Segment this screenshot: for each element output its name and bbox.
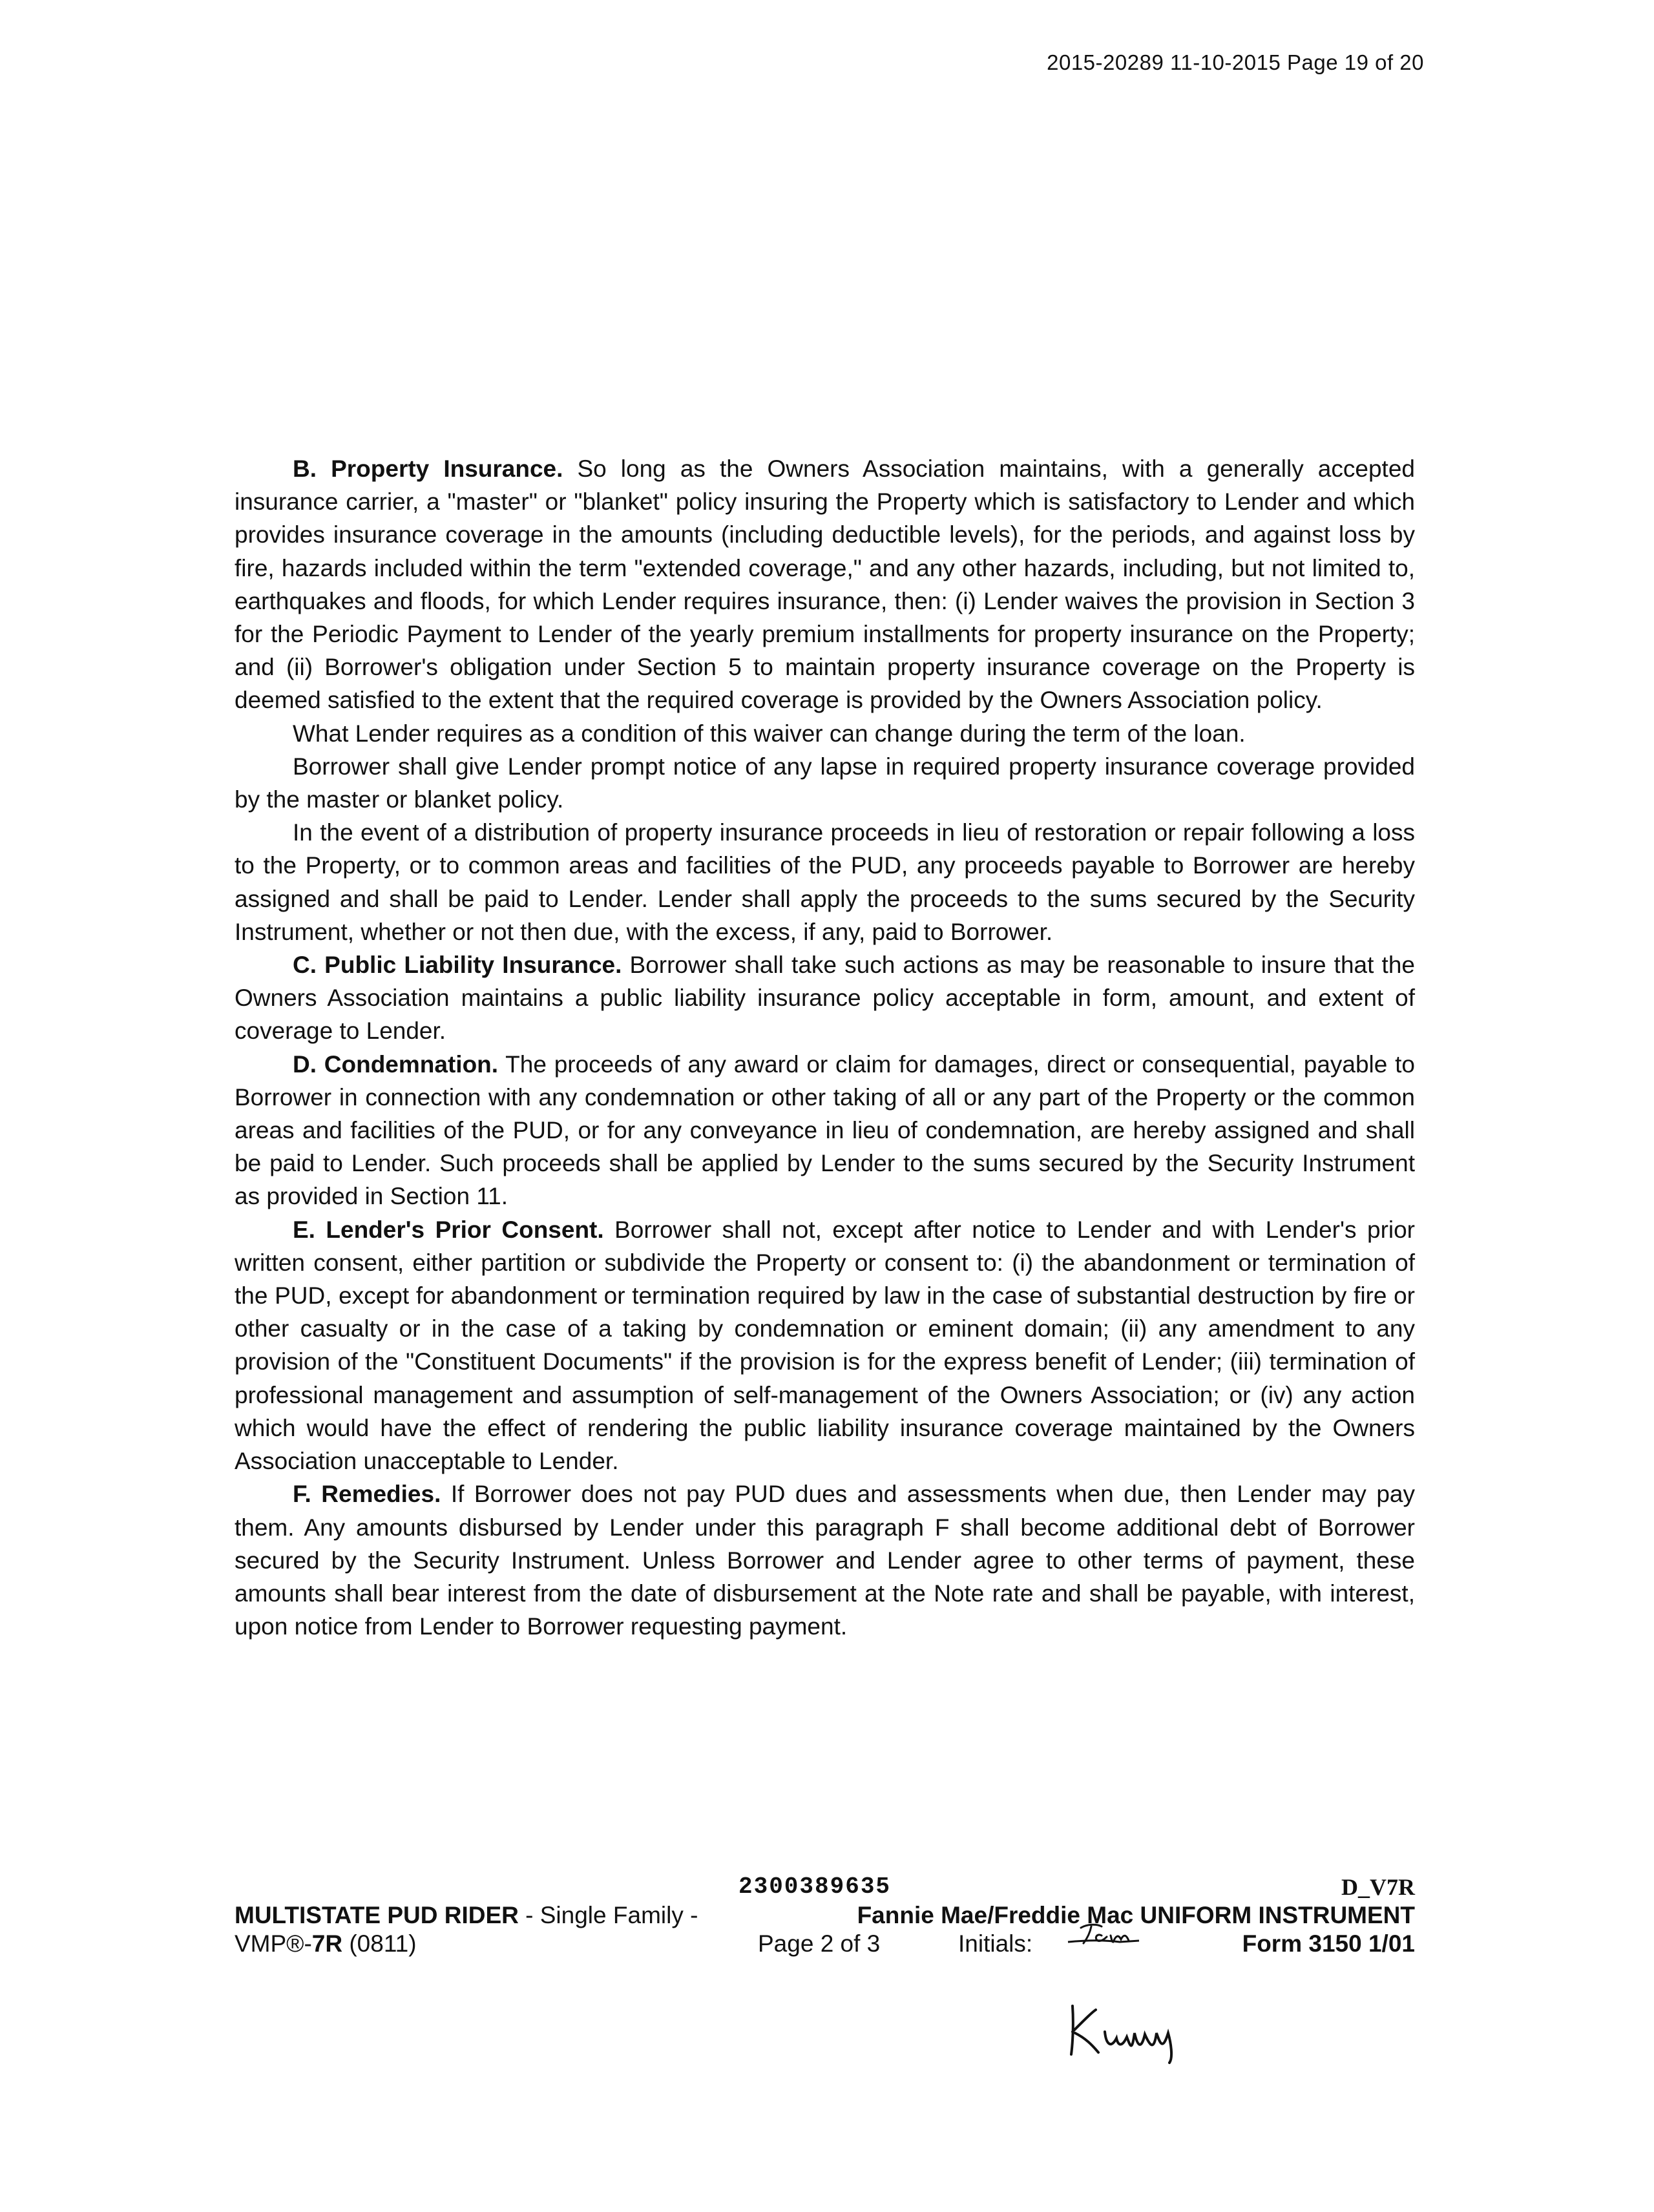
section-b-proceeds-paragraph: In the event of a distribution of property insurance proceeds in lieu of restoration or repair following a loss to the Property, or to common areas and facilities of the PUD, any proceeds payable to Borrower are hereby assigned and shall be paid to Lender. Lender shall apply the proceeds to the sums secured by the Security Instrument, whether or not then due, with the excess, if any, paid to Borrower. [235,819,1415,945]
section-b-heading: B. Property Insurance. [293,455,563,482]
rider-title-bold: MULTISTATE PUD RIDER [235,1902,519,1928]
initials-signature [1062,1916,1152,1961]
rider-title-rest: - Single Family - [518,1902,698,1928]
section-e-paragraph [235,1213,1415,1478]
section-d-heading: D. Condemnation. [293,1050,499,1078]
section-c-heading: C. Public Liability Insurance. [293,952,622,979]
section-c-text: Borrower shall take such actions as may be reasonable to insure that the Owners Association maintains a public liability insurance policy acceptable in form, amount, and extent of coverage to Lender. [235,952,1415,1045]
document-body [235,452,1415,1643]
section-c-paragraph [235,948,1415,1048]
page-header-stamp: 2015-20289 11-10-2015 Page 19 of 20 [1047,50,1424,74]
footer-row-page [235,1930,1415,1959]
section-f-text: If Borrower does not pay PUD dues and assessments when due, then Lender may pay them. Any amounts disbursed by Lender under this paragraph F shall become additional debt of Borrower secured by the Security Instrument. Unless Borrower and Lender agree to other terms of payment, these amounts shall bear interest from the date of disbursement at the Note rate and shall be payable, with interest, upon notice from Lender to Borrower requesting payment. [235,1481,1415,1640]
section-b-text: So long as the Owners Association maintains, with a generally accepted insurance carrier, a "master" or "blanket" policy insuring the Property which is satisfactory to Lender and which provides insurance coverage in the amounts (including deductible levels), for the periods, and against loss by fire, hazards included within the term "extended coverage," and any other hazards, including, but not limited to, earthquakes and floods, for which Lender requires insurance, then: (i) Lender waives the provision in Section 3 for the Periodic Payment to Lender of the yearly premium installments for property insurance on the Property; and (ii) Borrower's obligation under Section 5 to maintain property insurance coverage on the Property is deemed satisfied to the extent that the required coverage is provided by the Owners Association policy. [235,455,1415,714]
section-b-waiver-paragraph: What Lender requires as a condition of this waiver can change during the term of the loan. [293,720,1246,747]
handwritten-initials [1060,1993,1228,2067]
section-f-paragraph [235,1477,1415,1643]
document-footer [235,1873,1415,1959]
loan-number: 2300389635 [738,1873,892,1900]
uniform-instrument-label: Fannie Mae/Freddie Mac UNIFORM INSTRUMENT [857,1902,1415,1928]
initials-label: Initials: [958,1930,1033,1957]
vmp-prefix: VMP®- [235,1930,312,1957]
footer-row-codes [235,1873,1415,1902]
section-e-heading: E. Lender's Prior Consent. [293,1216,604,1243]
form-code: D_V7R [1341,1874,1415,1900]
page-indicator: Page 2 of 3 [758,1930,881,1957]
footer-row-title [235,1902,1415,1930]
section-e-text: Borrower shall not, except after notice to Lender and with Lender's prior written consent, either partition or subdivide the Property or consent to: (i) the abandonment or termination of the PUD, except for abandonment or termination required by law in the case of substantial destruction by fire or other casualty or in the case of a taking by condemnation or eminent domain; (ii) any amendment to any provision of the "Constituent Documents" if the provision is for the express benefit of Lender; (iii) termination of professional management and assumption of self-management of the Owners Association; or (iv) any action which would have the effect of rendering the public liability insurance coverage maintained by the Owners Association unacceptable to Lender. [235,1216,1416,1475]
section-d-text: The proceeds of any award or claim for damages, direct or consequential, payable to Borrower in connection with any condemnation or other taking of all or any part of the Property or the common areas and facilities of the PUD, or for any conveyance in lieu of condemnation, are hereby assigned and shall be paid to Lender. Such proceeds shall be applied by Lender to the sums secured by the Security Instrument as provided in Section 11. [235,1050,1415,1210]
section-f-heading: F. Remedies. [293,1481,441,1508]
vmp-bold: 7R [311,1930,343,1957]
form-number: Form 3150 1/01 [1242,1930,1415,1957]
section-b-paragraph [235,452,1415,717]
section-b-notice-paragraph: Borrower shall give Lender prompt notice of any lapse in required property insurance coverage provided by the master or blanket policy. [235,753,1415,813]
section-d-paragraph [235,1048,1415,1213]
vmp-suffix: (0811) [342,1930,417,1957]
vmp-code [235,1930,417,1957]
rider-title [235,1902,698,1929]
